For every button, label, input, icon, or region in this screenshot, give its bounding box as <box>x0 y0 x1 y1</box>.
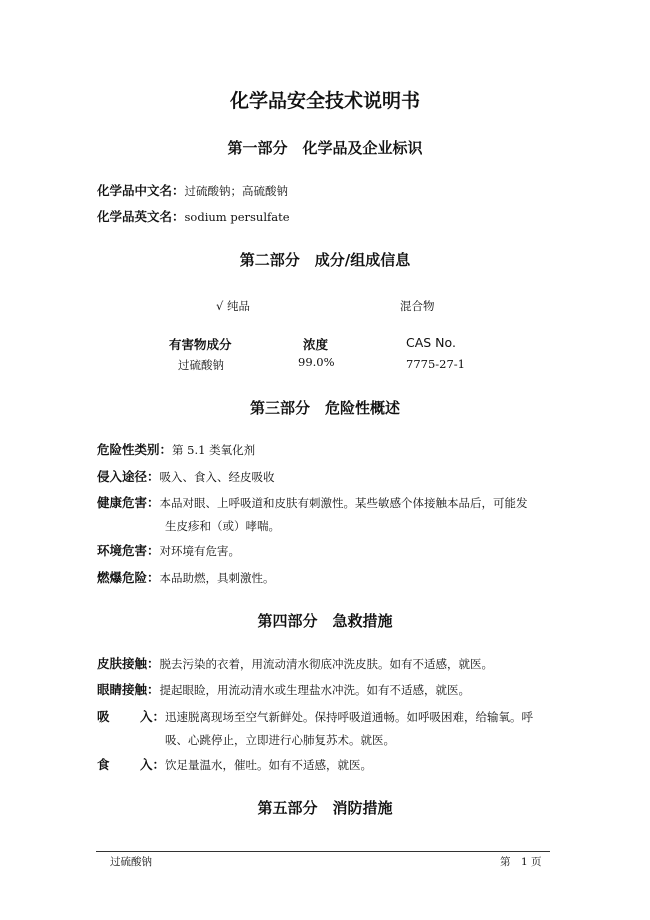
hazard-category-value: 第 5.1 类氧化剂 <box>172 443 256 457</box>
chemical-cn-name-row <box>97 179 288 203</box>
pure-substance-checked: √ 纯品 <box>216 299 250 313</box>
footer-divider <box>96 851 550 852</box>
exposure-routes-row <box>97 465 275 489</box>
health-hazard-row <box>97 491 528 515</box>
fire-explosion-value: 本品助燃，具刺激性。 <box>159 571 275 585</box>
fire-explosion-row <box>97 566 275 590</box>
table-header-ingredient: 有害物成分 <box>169 337 232 352</box>
part5-heading: 第五部分 消防措施 <box>257 799 393 817</box>
eye-contact-row <box>97 678 470 702</box>
environmental-hazard-value: 对环境有危害。 <box>159 544 241 558</box>
ingestion-label: 食 入： <box>97 757 165 772</box>
inhalation-value: 迅速脱离现场至空气新鲜处。保持呼吸道通畅。如呼吸困难，给输氧。呼 <box>165 710 533 724</box>
table-cell-concentration: 99.0% <box>298 355 335 369</box>
part1-heading: 第一部分 化学品及企业标识 <box>227 139 423 157</box>
health-hazard-label: 健康危害： <box>97 495 160 510</box>
health-hazard-continued: 生皮疹和（或）哮喘。 <box>165 519 280 533</box>
chemical-en-name-label: 化学品英文名： <box>97 209 185 224</box>
table-header-cas: CAS No. <box>406 335 456 350</box>
footer-page-number: 第 1 页 <box>500 856 542 868</box>
inhalation-continued: 吸、心跳停止，立即进行心肺复苏术。就医。 <box>165 733 395 747</box>
part3-heading: 第三部分 危险性概述 <box>249 399 400 417</box>
eye-contact-label: 眼睛接触： <box>97 682 160 697</box>
environmental-hazard-row <box>97 539 240 563</box>
table-cell-cas: 7775-27-1 <box>406 357 465 371</box>
chemical-en-name-row <box>97 205 290 229</box>
inhalation-label: 吸 入： <box>97 709 165 724</box>
chemical-cn-name-value: 过硫酸钠；高硫酸钠 <box>184 184 289 198</box>
skin-contact-row <box>97 652 493 676</box>
exposure-routes-label: 侵入途径： <box>97 469 160 484</box>
exposure-routes-value: 吸入、食入、经皮吸收 <box>159 470 275 484</box>
skin-contact-label: 皮肤接触： <box>97 656 160 671</box>
mixture-option: 混合物 <box>400 299 435 313</box>
health-hazard-value: 本品对眼、上呼吸道和皮肤有刺激性。某些敏感个体接触本品后，可能发 <box>159 496 528 510</box>
eye-contact-value: 提起眼睑，用流动清水或生理盐水冲洗。如有不适感，就医。 <box>159 683 471 697</box>
table-header-concentration: 浓度 <box>303 337 329 352</box>
ingestion-row <box>97 753 372 777</box>
chemical-cn-name-label: 化学品中文名： <box>97 183 185 198</box>
part2-heading: 第二部分 成分/组成信息 <box>239 251 411 269</box>
part4-heading: 第四部分 急救措施 <box>257 612 393 630</box>
fire-explosion-label: 燃爆危险： <box>97 570 160 585</box>
hazard-category-label: 危险性类别： <box>97 442 173 457</box>
environmental-hazard-label: 环境危害： <box>97 543 160 558</box>
chemical-en-name-value: sodium persulfate <box>184 210 290 224</box>
table-cell-ingredient: 过硫酸钠 <box>178 358 224 372</box>
footer-product-name: 过硫酸钠 <box>110 856 152 868</box>
document-title: 化学品安全技术说明书 <box>229 90 420 112</box>
skin-contact-value: 脱去污染的衣着，用流动清水彻底冲洗皮肤。如有不适感，就医。 <box>159 657 494 671</box>
ingestion-value: 饮足量温水，催吐。如有不适感，就医。 <box>165 758 372 772</box>
hazard-category-row <box>97 438 255 462</box>
inhalation-row <box>97 705 533 729</box>
